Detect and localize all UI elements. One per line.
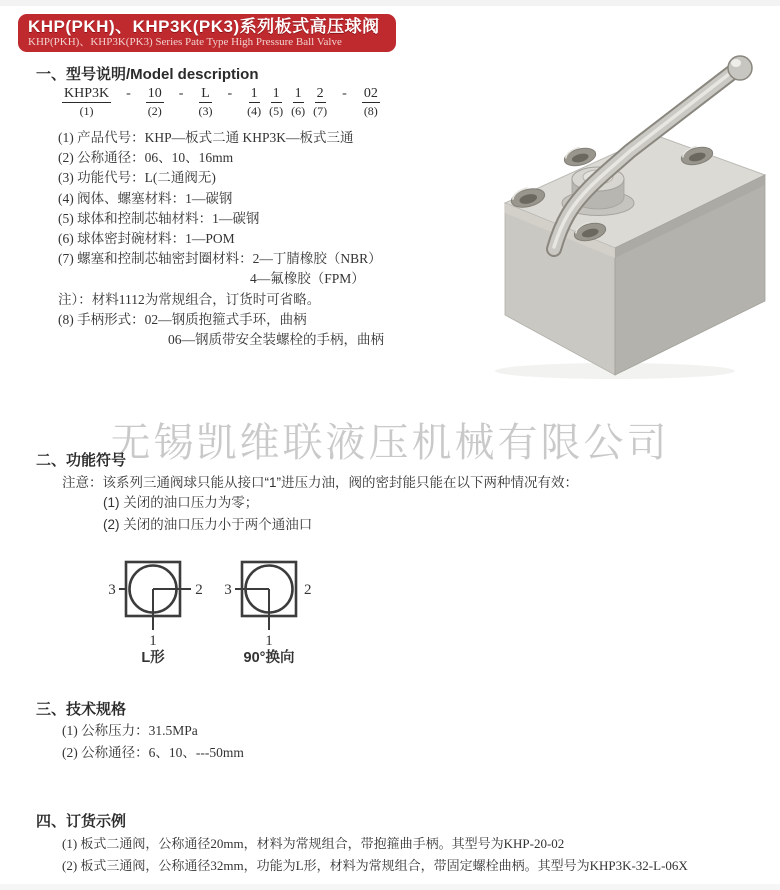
diagram-caption: L形: [141, 650, 165, 666]
list-line: 4—氟橡胶（FPM）: [250, 271, 365, 287]
model-code-row: [58, 86, 384, 118]
company-watermark: 无锡凯维联液压机械有限公司: [110, 420, 670, 465]
model-code-index: (2): [147, 104, 162, 118]
model-code-value: 1: [250, 86, 258, 101]
model-code-segment: [269, 86, 283, 118]
valve-ball-end: [728, 56, 752, 80]
model-code-value: KHP3K: [64, 86, 110, 101]
port-label-bottom: 1: [149, 633, 157, 649]
function-symbol-diagrams: [104, 556, 332, 666]
section4-item-list: [62, 833, 688, 877]
port-label-left: 3: [224, 582, 232, 598]
model-code-value: 2: [316, 86, 324, 101]
list-line: (1) 关闭的油口压力为零；: [103, 495, 259, 510]
model-code-value: 10: [147, 86, 162, 101]
diagram-l-shape: [104, 556, 216, 666]
model-code-value: 1: [294, 86, 302, 101]
model-code-index: (7): [313, 104, 328, 118]
model-code-dash: -: [227, 86, 233, 101]
model-code-index: (1): [79, 104, 94, 118]
list-line: 06—钢质带安全装螺栓的手柄，曲柄: [168, 332, 384, 348]
section1-heading: 一、型号说明/Model description: [36, 66, 259, 83]
valve-block: [505, 135, 765, 375]
page-subtitle: KHP(PKH)、KHP3K(PK3) Series Pate Type High Pressure Ball Valve: [28, 36, 342, 48]
model-code-segment: [313, 86, 327, 118]
diagram-90-switch: [220, 556, 332, 666]
list-line: (4) 阀体、螺塞材料：1—碳钢: [58, 190, 233, 206]
model-code-index: (3): [198, 104, 213, 118]
section3-heading: 三、技术规格: [36, 701, 127, 718]
list-line: (8) 手柄形式：02—钢质抱箍式手环，曲柄: [58, 311, 307, 327]
list-line: (2) 关闭的油口压力小于两个通油口: [103, 517, 313, 532]
section2-item-list: [103, 492, 312, 536]
model-code-dash: -: [178, 86, 184, 101]
list-line: (1) 板式二通阀，公称通径20mm，材料为常规组合，带抱箍曲手柄。其型号为KHP-20-02: [62, 836, 565, 851]
model-code-segment: [291, 86, 305, 118]
model-code-segment: [62, 86, 111, 118]
list-line: (2) 板式三通阀，公称通径32mm，功能为L形，材料为常规组合，带固定螺栓曲柄。其型号为KHP3K-32-L-06X: [62, 858, 688, 873]
list-line: (5) 球体和控制芯轴材料：1—碳钢: [58, 210, 260, 226]
diagram-caption: 90°换向: [243, 650, 295, 666]
list-line: (3) 功能代号：L(二通阀无): [58, 170, 216, 186]
header-banner: [18, 14, 396, 52]
list-line: 注）：材料1112为常规组合，订货时可省略。: [58, 291, 321, 307]
section3-item-list: [62, 720, 244, 763]
scan-artifact-top: [0, 0, 780, 6]
model-code-segment: [198, 86, 212, 118]
list-line: (6) 球体密封碗材料：1—POM: [58, 231, 235, 247]
model-code-segment: [362, 86, 380, 118]
model-code-dash: -: [342, 86, 347, 101]
list-line: (1) 公称压力：31.5MPa: [62, 723, 198, 738]
port-label-right: 2: [195, 582, 203, 598]
port-label-left: 3: [108, 582, 116, 598]
list-line: (7) 螺塞和控制芯轴密封圈材料：2—丁腈橡胶（NBR）: [58, 251, 382, 267]
list-line: (2) 公称通径：06、10、16mm: [58, 150, 234, 166]
port-label-right: 2: [304, 582, 312, 598]
model-code-value: L: [201, 86, 210, 101]
model-code-value: 02: [363, 86, 378, 101]
section1-item-list: [58, 128, 384, 350]
port-label-bottom: 1: [265, 633, 273, 649]
section4-heading: 四、订货示例: [36, 813, 127, 830]
list-line: (1) 产品代号：KHP—板式二通 KHP3K—板式三通: [58, 130, 354, 145]
model-code-value: 1: [272, 86, 280, 101]
model-code-segment: [247, 86, 261, 118]
model-code-dash: -: [126, 86, 131, 101]
model-code-index: (5): [269, 104, 284, 118]
model-code-index: (8): [363, 104, 378, 118]
product-photo: [450, 53, 780, 381]
list-line: (2) 公称通径：6、10、---50mm: [62, 744, 244, 760]
model-code-segment: [146, 86, 164, 118]
section2-heading: 二、功能符号: [36, 452, 127, 469]
section2-notice: 注意：该系列三通阀球只能从接口“1”进压力油，阀的密封能只能在以下两种情况有效：: [62, 475, 578, 490]
model-code-index: (6): [291, 104, 306, 118]
page-title: KHP(PKH)、KHP3K(PK3)系列板式高压球阀: [28, 17, 380, 36]
model-code-index: (4): [247, 104, 262, 118]
scan-artifact-bottom: [0, 884, 780, 890]
